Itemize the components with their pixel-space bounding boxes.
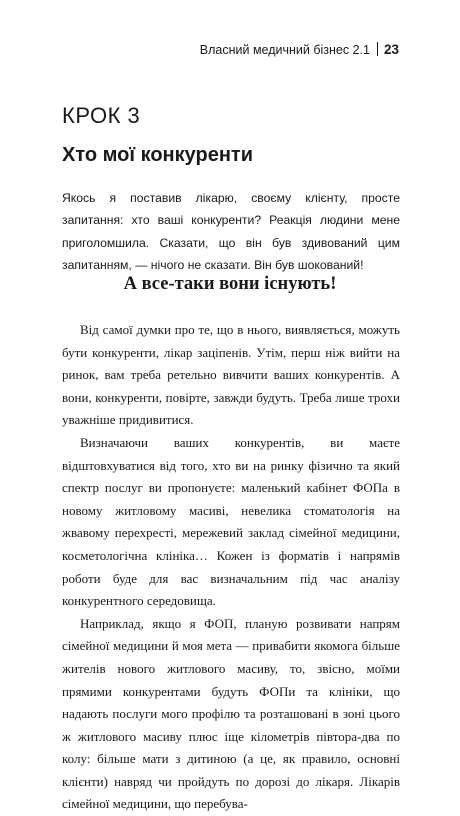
- body-paragraph-2: Визначаючи ваших конкурентів, ви маєте відштовхуватися від того, хто ви на ринку фізично та який спектр послуг ви пропонуєте: маленький кабінет ФОПа в новому житловому масиві, невелика стоматологія на жвавому перехресті, мережевий заклад сімейної медицини, косметологічна клініка… Кожен із форматів і напрямів роботи буде для вас визначальним під час аналізу конкурентного середовища.: [62, 434, 400, 609]
- page-number: 23: [383, 42, 399, 57]
- body-paragraph-3: Наприклад, якщо я ФОП, планую розвивати напрям сімейної медицини й моя мета — привабити якомога більше жителів нового житлового масиву, то, звісно, моїми прямими конкурентами будуть ФОПи та клініки, що надають послуги мого профілю та розташовані в зоні цього ж житлового масиву плюс іще кілометрів півтора-два по колу: більше мати з дитиною (а це, як правило, основні клієнти) навряд чи пройдуть по дорозі до лікаря. Лікарів сімейної медицини, що перебува-: [62, 615, 400, 812]
- chapter-step-label: КРОК 3: [62, 103, 141, 128]
- intro-paragraph: [62, 187, 400, 277]
- section-heading: А все-таки вони існують!: [123, 274, 337, 294]
- intro-text: Якось я поставив лікарю, своєму клієнту, просте запитання: хто ваші конкуренти? Реакція людини мене приголомшила. Сказати, що він був здивований цим запитанням, — нічого не сказати. Він був шокований!: [62, 191, 400, 273]
- running-header-title: Власний медичний бізнес 2.1: [199, 43, 370, 57]
- body-paragraph-1: Від самої думки про те, що в нього, виявляється, можуть бути конкуренти, лікар заціпенів. Утім, перш ніж вийти на ринок, вам треба ретельно вивчити ваших конкурентів. А вони, конкуренти, повірте, завжди будуть. Треба лише трохи уважніше придивитися.: [62, 322, 400, 428]
- running-header: [200, 42, 399, 58]
- body-text: [62, 319, 400, 816]
- chapter-title: Хто мої конкуренти: [62, 144, 253, 166]
- header-divider: [377, 42, 378, 56]
